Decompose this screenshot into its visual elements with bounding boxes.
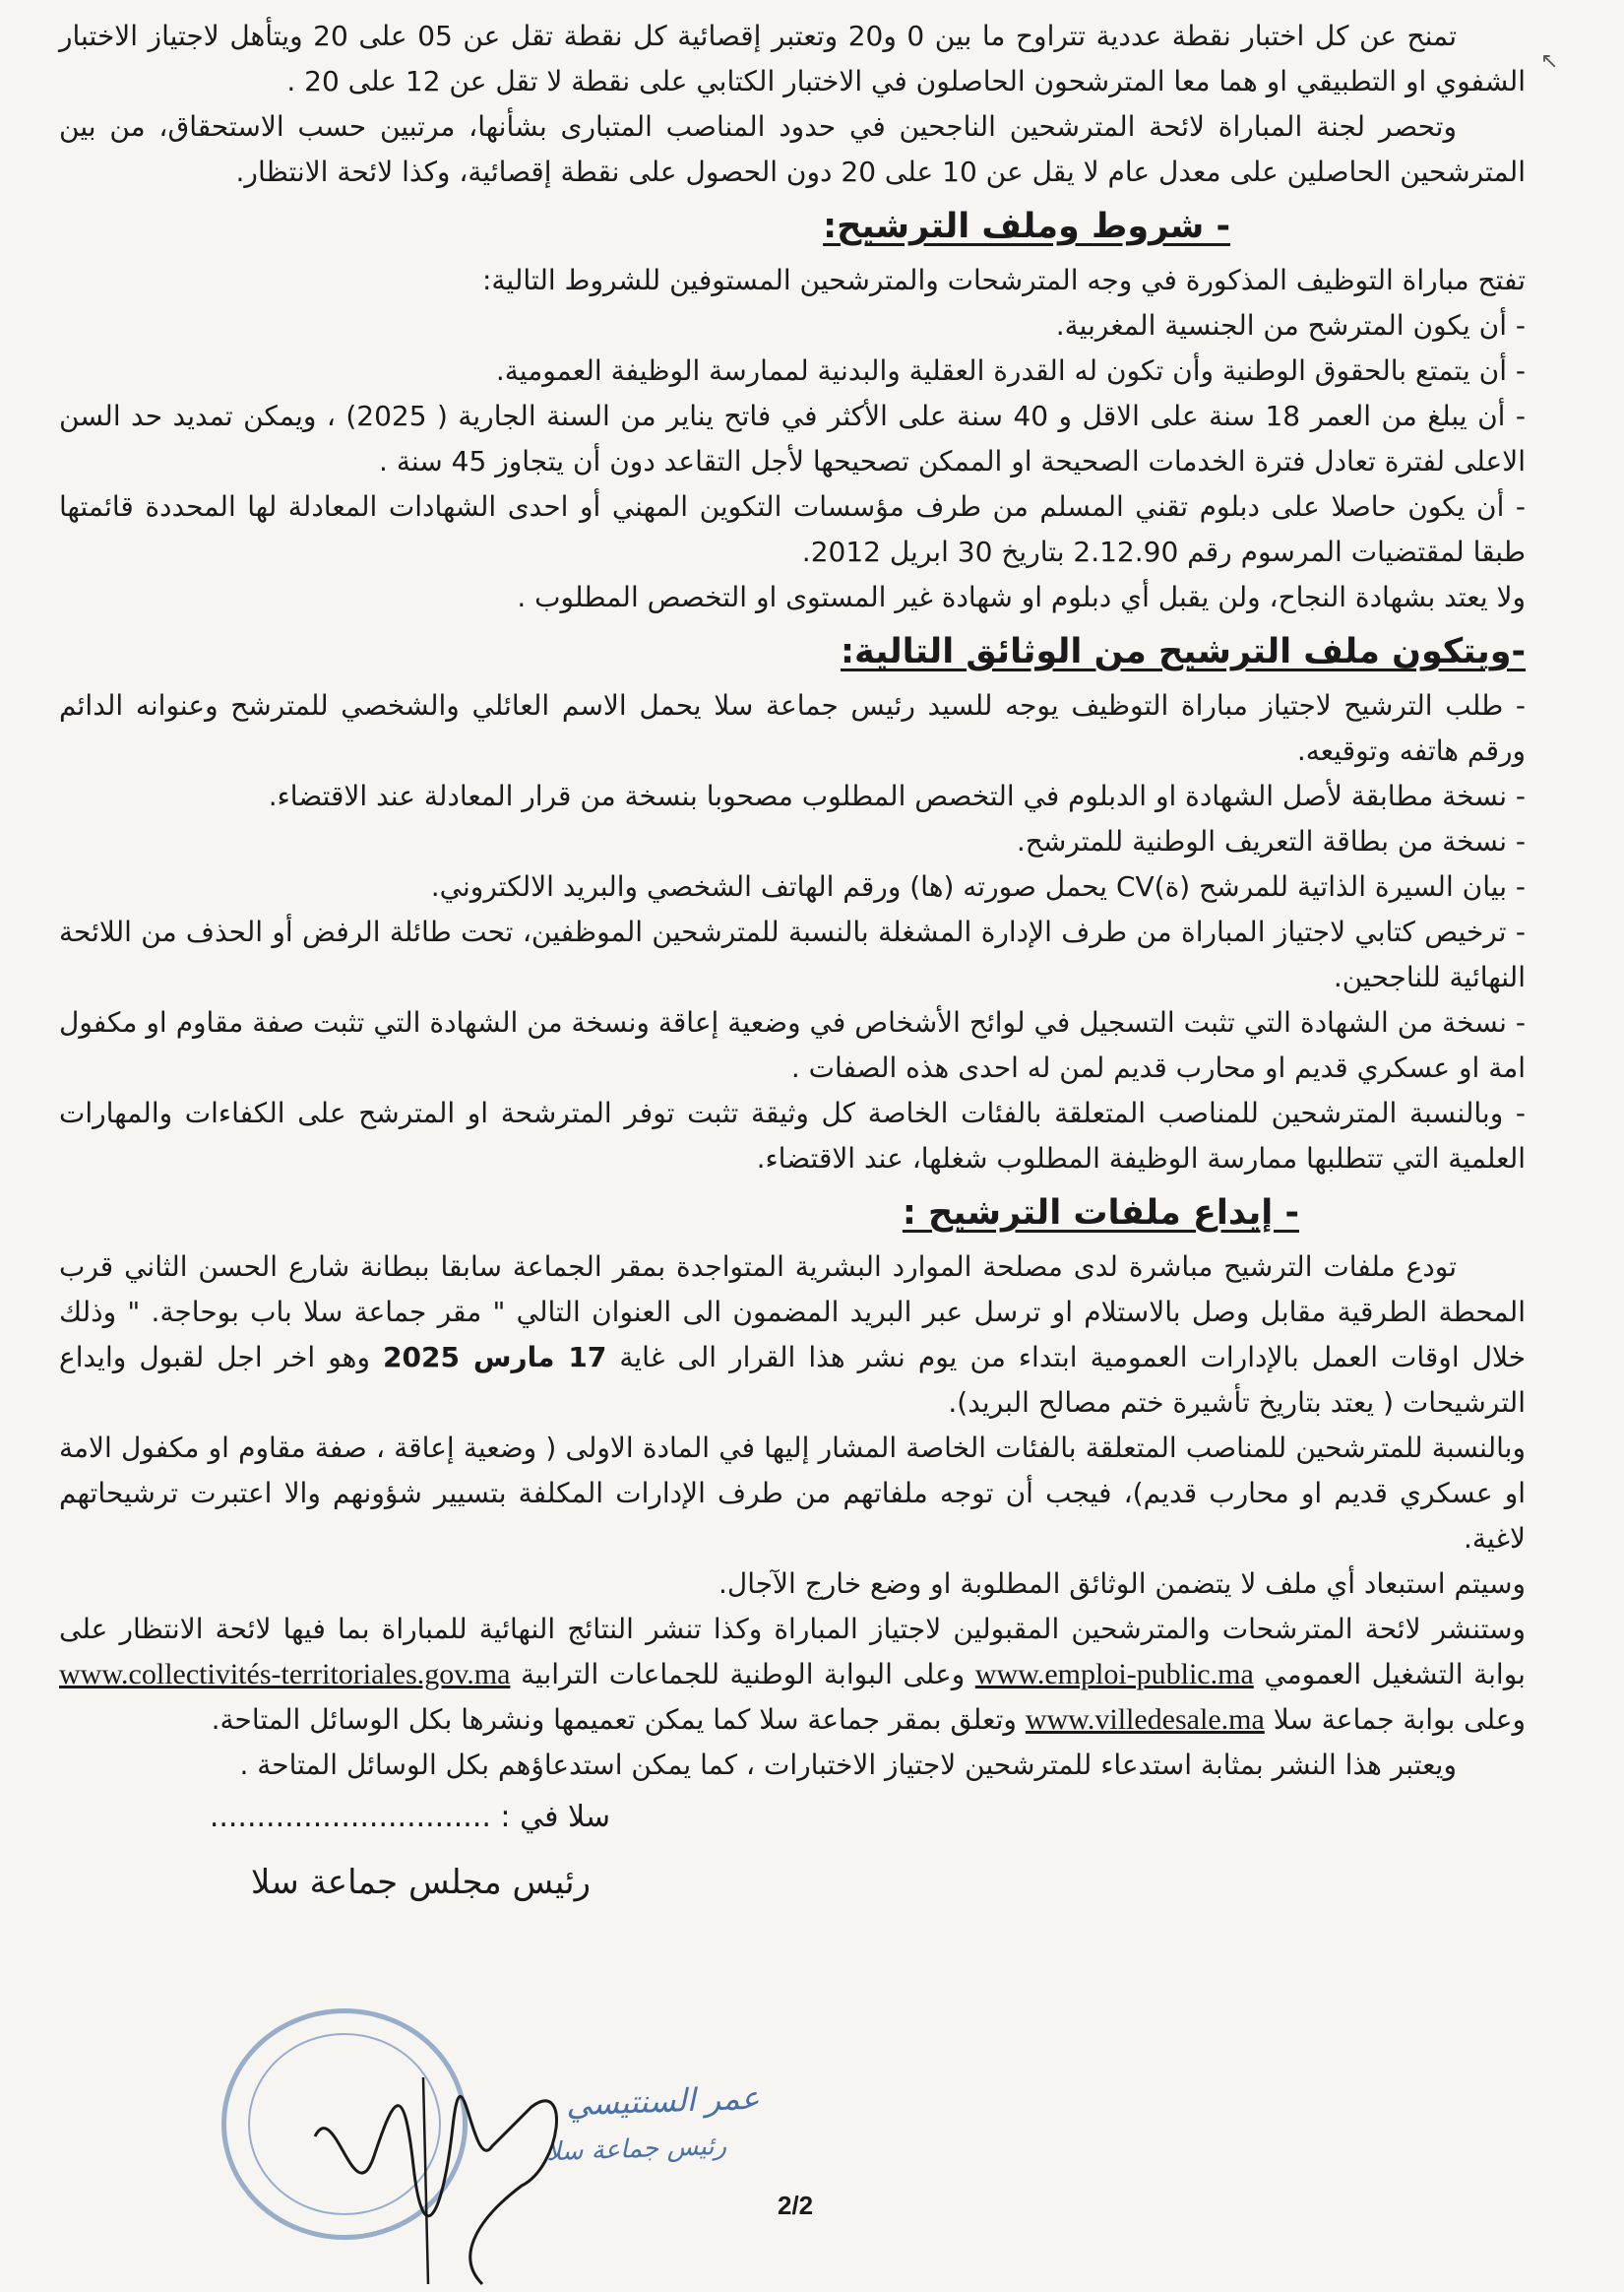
submission-paragraph-5: ويعتبر هذا النشر بمثابة استدعاء للمترشحين لاجتياز الاختبارات ، كما يمكن استدعاؤهم بكل الوسائل المتاحة . (239, 1749, 1457, 1781)
document-item: - نسخة مطابقة لأصل الشهادة او الدبلوم في التخصص المطلوب مصحوبا بنسخة من قرار المعادلة عند الاقتضاء. (268, 780, 1526, 812)
collectivites-link[interactable]: www.collectivités-territoriales.gov.ma (59, 1658, 511, 1690)
document-body (59, 14, 1526, 1910)
document-item: - ترخيص كتابي لاجتياز المباراة من طرف الإدارة المشغلة بالنسبة للمترشحين الموظفين، تحت طائلة الرفض أو الحذف من اللائحة النهائية للناجحين. (59, 916, 1526, 993)
publication-text: وعلى بوابة جماعة سلا (1273, 1703, 1526, 1736)
emploi-public-link[interactable]: www.emploi-public.ma (974, 1658, 1254, 1690)
condition-item: - أن يتمتع بالحقوق الوطنية وأن تكون له القدرة العقلية والبدنية لممارسة الوظيفة العمومية. (495, 354, 1526, 387)
document-item: - بيان السيرة الذاتية للمرشح (ة)CV يحمل صورته (ها) ورقم الهاتف الشخصي والبريد الالكتروني. (430, 870, 1526, 903)
condition-item: - أن يبلغ من العمر 18 سنة على الاقل و 40 سنة على الأكثر في فاتح يناير من السنة الجارية ( 2025) ، ويمكن تمديد حد السن الاعلى لفترة تعادل فترة الخدمات الصحيحة او الممكن تصحيحها لأجل التقاعد دون أن يتجاوز 45 سنة . (59, 400, 1526, 478)
conditions-note: ولا يعتد بشهادة النجاح، ولن يقبل أي دبلوم او شهادة غير المستوى او التخصص المطلوب . (517, 581, 1526, 613)
signature-block (59, 1794, 1526, 1910)
submission-text: وهو اخر اجل لقبول وايداع الترشيحات ( يعتد بتاريخ تأشيرة ختم مصالح البريد). (59, 1341, 1526, 1419)
deadline-date: 17 مارس 2025 (383, 1341, 607, 1373)
place-date-line: سلا في : .............................. (209, 1800, 610, 1834)
document-item: - طلب الترشيح لاجتياز مباراة التوظيف يوجه للسيد رئيس جماعة سلا يحمل الاسم العائلي والشخصي للمترشح وعنوانه الدائم ورقم هاتفه وتوقيعه. (59, 689, 1526, 767)
section-heading-conditions: - شروط وملف الترشيح: (823, 207, 1230, 246)
stamp-role: رئيس جماعة سلا (545, 2131, 727, 2168)
conditions-intro: تفتح مباراة التوظيف المذكورة في وجه المترشحات والمترشحين المستوفين للشروط التالية: (481, 264, 1526, 296)
section-heading-submission: - إيداع ملفات الترشيح : (902, 1193, 1299, 1233)
submission-paragraph-3: وسيتم استبعاد أي ملف لا يتضمن الوثائق المطلوبة او وضع خارج الآجال. (718, 1567, 1526, 1600)
submission-paragraph-2: وبالنسبة للمترشحين للمناصب المتعلقة بالفئات الخاصة المشار إليها في المادة الاولى ( وضعية إعاقة ، صفة مقاوم او مكفول الامة او عسكري قديم او محارب قديم)، فيجب أن توجه ملفاتهم من طرف الإدارات المكلفة بتسيير شؤونهم والا اعتبرت ترشيحاتهم لاغية. (59, 1432, 1526, 1555)
intro-paragraph-2: وتحصر لجنة المباراة لائحة المترشحين الناجحين في حدود المناصب المتبارى بشأنها، مرتبين حسب الاستحقاق، من بين المترشحين الحاصلين على معدل عام لا يقل عن 10 على 20 دون الحصول على نقطة إقصائية، وكذا لائحة الانتظار. (59, 110, 1526, 188)
intro-paragraph-1: تمنح عن كل اختبار نقطة عددية تتراوح ما بين 0 و20 وتعتبر إقصائية كل نقطة تقل عن 05 على 20 ويتأهل لاجتياز الاختبار الشفوي او التطبيقي او هما معا المترشحون الحاصلون في الاختبار الكتابي على نقطة لا تقل عن 12 على 20 . (59, 20, 1526, 97)
handwritten-signature (276, 2018, 650, 2292)
page-number: 2/2 (778, 2191, 814, 2220)
document-item: - وبالنسبة المترشحين للمناصب المتعلقة بالفئات الخاصة كل وثيقة تثبت توفر المترشحة او المترشح على الكفاءات والمهارات العلمية التي تتطلبها ممارسة الوظيفة المطلوب شغلها، عند الاقتضاء. (59, 1097, 1526, 1175)
corner-mark: ↖ (1540, 49, 1559, 74)
villedesale-link[interactable]: www.villedesale.ma (1025, 1703, 1265, 1736)
document-item: - نسخة من بطاقة التعريف الوطنية للمترشح. (1016, 825, 1526, 858)
submission-text: تودع ملفات الترشيح مباشرة لدى مصلحة الموارد البشرية المتواجدة بمقر الجماعة سابقا ببطانة شارع الحسن الثاني قرب المحطة الطرقية مقابل وصل بالاستلام او ترسل عبر البريد المضمون الى العنوان التالي " مقر جماعة سلا باب بوحاجة. " وذلك خلال اوقات العمل بالإدارات العمومية ابتداء من يوم نشر هذا القرار الى غاية (59, 1250, 1527, 1373)
signatory-title: رئيس مجلس جماعة سلا (251, 1863, 591, 1902)
publication-text: وتعلق بمقر جماعة سلا كما يمكن تعميمها ونشرها بكل الوسائل المتاحة. (211, 1703, 1017, 1736)
publication-text: وعلى البوابة الوطنية للجماعات الترابية (521, 1658, 966, 1690)
condition-item: - أن يكون حاصلا على دبلوم تقني المسلم من طرف مؤسسات التكوين المهني أو احدى الشهادات المعادلة لها المحددة قائمتها طبقا لمقتضيات المرسوم رقم 2.12.90 بتاريخ 30 ابريل 2012. (59, 490, 1526, 568)
stamp-name: عمر السنتيسي (565, 2078, 761, 2124)
submission-paragraph-1 (59, 1244, 1526, 1426)
condition-item: - أن يكون المترشح من الجنسية المغربية. (1055, 309, 1526, 342)
submission-paragraph-4 (59, 1607, 1526, 1743)
document-item: - نسخة من الشهادة التي تثبت التسجيل في لوائح الأشخاص في وضعية إعاقة ونسخة من الشهادة التي تثبت صفة مقاوم او مكفول امة او عسكري قديم او محارب قديم لمن له احدى هذه الصفات . (59, 1006, 1526, 1084)
publication-text: وستنشر لائحة المترشحات والمترشحين المقبولين لاجتياز المباراة وكذا تنشر النتائج النهائية للمباراة بما فيها لائحة الانتظار على بوابة التشغيل العمومي (59, 1613, 1526, 1690)
section-heading-documents: -ويتكون ملف الترشيح من الوثائق التالية: (840, 632, 1526, 671)
